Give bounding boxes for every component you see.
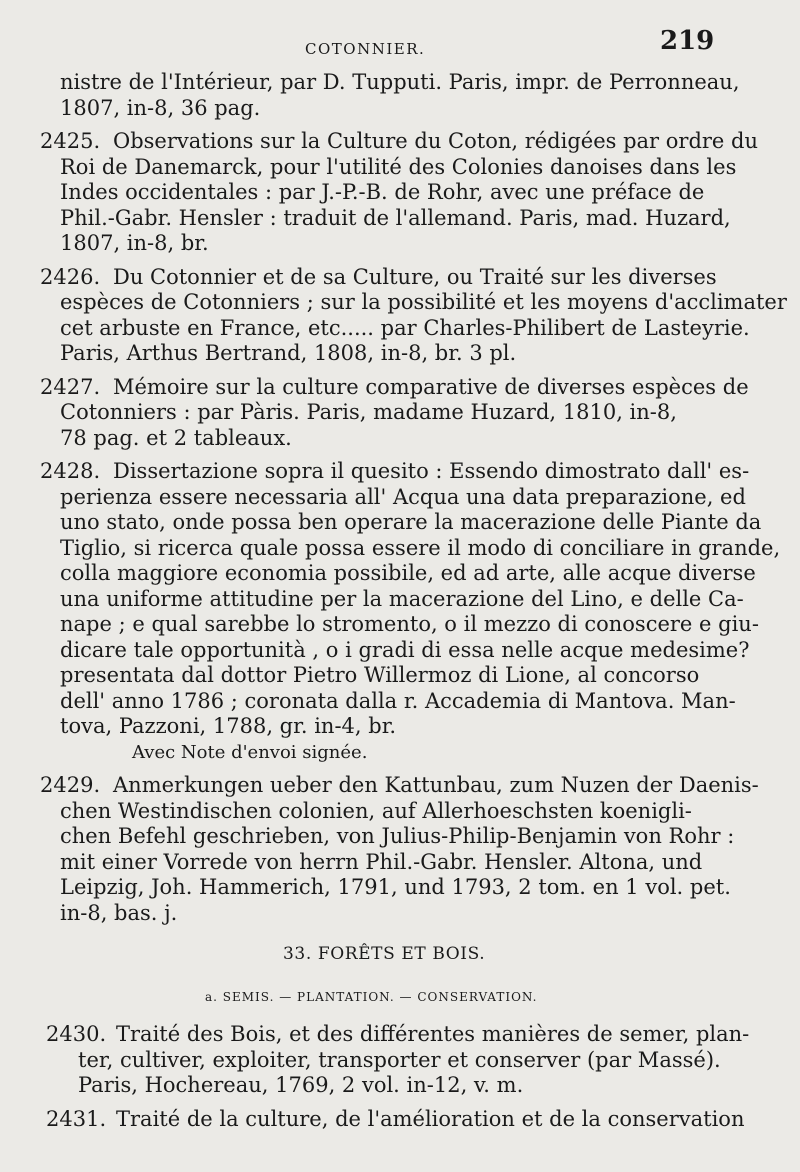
entry-number: 2427. xyxy=(40,374,101,399)
entry-2429 xyxy=(0,773,800,926)
entry-line: Paris, Hochereau, 1769, 2 vol. in-12, v. m. xyxy=(78,1073,524,1097)
entry-line: Paris, Arthus Bertrand, 1808, in-8, br. 3 pl. xyxy=(60,341,517,365)
entry-number: 2430. xyxy=(46,1022,107,1046)
entry-2426 xyxy=(0,265,800,367)
entry-line: 1807, in-8, br. xyxy=(60,231,209,255)
entry-line: 78 pag. et 2 tableaux. xyxy=(60,425,292,450)
entry-line: cet arbuste en France, etc..... par Charles-Philibert de Lasteyrie. xyxy=(60,315,750,340)
section-subheading: a. SEMIS. — PLANTATION. — CONSERVATION. xyxy=(205,990,538,1004)
entry-2431 xyxy=(0,1107,800,1133)
entry-line: ter, cultiver, exploiter, transporter et conserver (par Massé). xyxy=(78,1047,721,1072)
entry-line: Mémoire sur la culture comparative de diverses espèces de xyxy=(113,374,749,399)
entry-2430 xyxy=(0,1022,800,1099)
entry-line: dell' anno 1786 ; coronata dalla r. Accademia di Mantova. Man- xyxy=(60,688,736,713)
entry-line: Cotonniers : par Pàris. Paris, madame Huzard, 1810, in-8, xyxy=(60,400,677,424)
entry-line: Observations sur la Culture du Coton, rédigées par ordre du xyxy=(113,129,759,153)
entry-line: mit einer Vorrede von herrn Phil.-Gabr. Hensler. Altona, und xyxy=(60,849,703,874)
entry-line: chen Befehl geschrieben, von Julius-Philip-Benjamin von Rohr : xyxy=(60,824,735,848)
entry-line: Indes occidentales : par J.-P.-B. de Rohr, avec une préface de xyxy=(60,180,705,204)
entry-list-lower xyxy=(0,1022,800,1132)
entry-line: nistre de l'Intérieur, par D. Tupputi. Paris, impr. de Perronneau, xyxy=(60,70,740,94)
entry-line: espèces de Cotonniers ; sur la possibilité et les moyens d'acclimater xyxy=(60,290,787,314)
entry-line: in-8, bas. j. xyxy=(60,900,178,925)
entry-line: Leipzig, Joh. Hammerich, 1791, und 1793, 2 tom. en 1 vol. pet. xyxy=(60,875,731,899)
page-number: 219 xyxy=(660,26,715,56)
main-text-lower xyxy=(0,1022,800,1142)
entry-line: Traité de la culture, de l'amélioration et de la conservation xyxy=(116,1106,745,1131)
entry-line: chen Westindischen colonien, auf Allerhoeschsten koenigli- xyxy=(60,798,692,823)
entry-number: 2426. xyxy=(40,264,101,289)
entry-line: Du Cotonnier et de sa Culture, ou Traité sur les diverses xyxy=(113,264,717,289)
entry-line: 1807, in-8, 36 pag. xyxy=(60,95,261,120)
main-text xyxy=(0,70,800,936)
entry-line: Tiglio, si ricerca quale possa essere il modo di conciliare in grande, xyxy=(60,535,781,560)
entry-line: colla maggiore economia possibile, ed ad arte, alle acque diverse xyxy=(60,561,756,585)
entry-cont xyxy=(0,70,800,121)
entry-line: presentata dal dottor Pietro Willermoz di Lione, al concorso xyxy=(60,663,700,687)
entry-note: Avec Note d'envoi signée. xyxy=(132,741,368,763)
running-header: COTONNIER. xyxy=(305,40,426,58)
entry-list xyxy=(0,70,800,926)
entry-2425 xyxy=(0,129,800,257)
entry-line: Phil.-Gabr. Hensler : traduit de l'allemand. Paris, mad. Huzard, xyxy=(60,205,731,230)
section-heading: 33. FORÊTS ET BOIS. xyxy=(283,944,486,964)
entry-line: una uniforme attitudine per la macerazione del Lino, e delle Ca- xyxy=(60,586,744,611)
entry-number: 2428. xyxy=(40,459,101,483)
entry-number: 2425. xyxy=(40,129,101,153)
entry-line: Anmerkungen ueber den Kattunbau, zum Nuzen der Daenis- xyxy=(113,773,759,797)
entry-line: nape ; e qual sarebbe lo stromento, o il mezzo di conoscere e giu- xyxy=(60,612,759,636)
entry-line: dicare tale opportunità , o i gradi di essa nelle acque medesime? xyxy=(60,637,750,662)
entry-line: Traité des Bois, et des différentes manières de semer, plan- xyxy=(116,1022,750,1046)
entry-line: tova, Pazzoni, 1788, gr. in-4, br. xyxy=(60,714,397,738)
entry-line: perienza essere necessaria all' Acqua una data preparazione, ed xyxy=(60,484,746,509)
entry-line: Roi de Danemarck, pour l'utilité des Colonies danoises dans les xyxy=(60,154,737,179)
entry-number: 2429. xyxy=(40,773,101,797)
entry-line: Dissertazione sopra il quesito : Essendo dimostrato dall' es- xyxy=(113,459,750,483)
entry-number: 2431. xyxy=(46,1106,107,1131)
entry-line: uno stato, onde possa ben operare la macerazione delle Piante da xyxy=(60,510,762,534)
entry-2427 xyxy=(0,375,800,452)
entry-2428 xyxy=(0,459,800,765)
